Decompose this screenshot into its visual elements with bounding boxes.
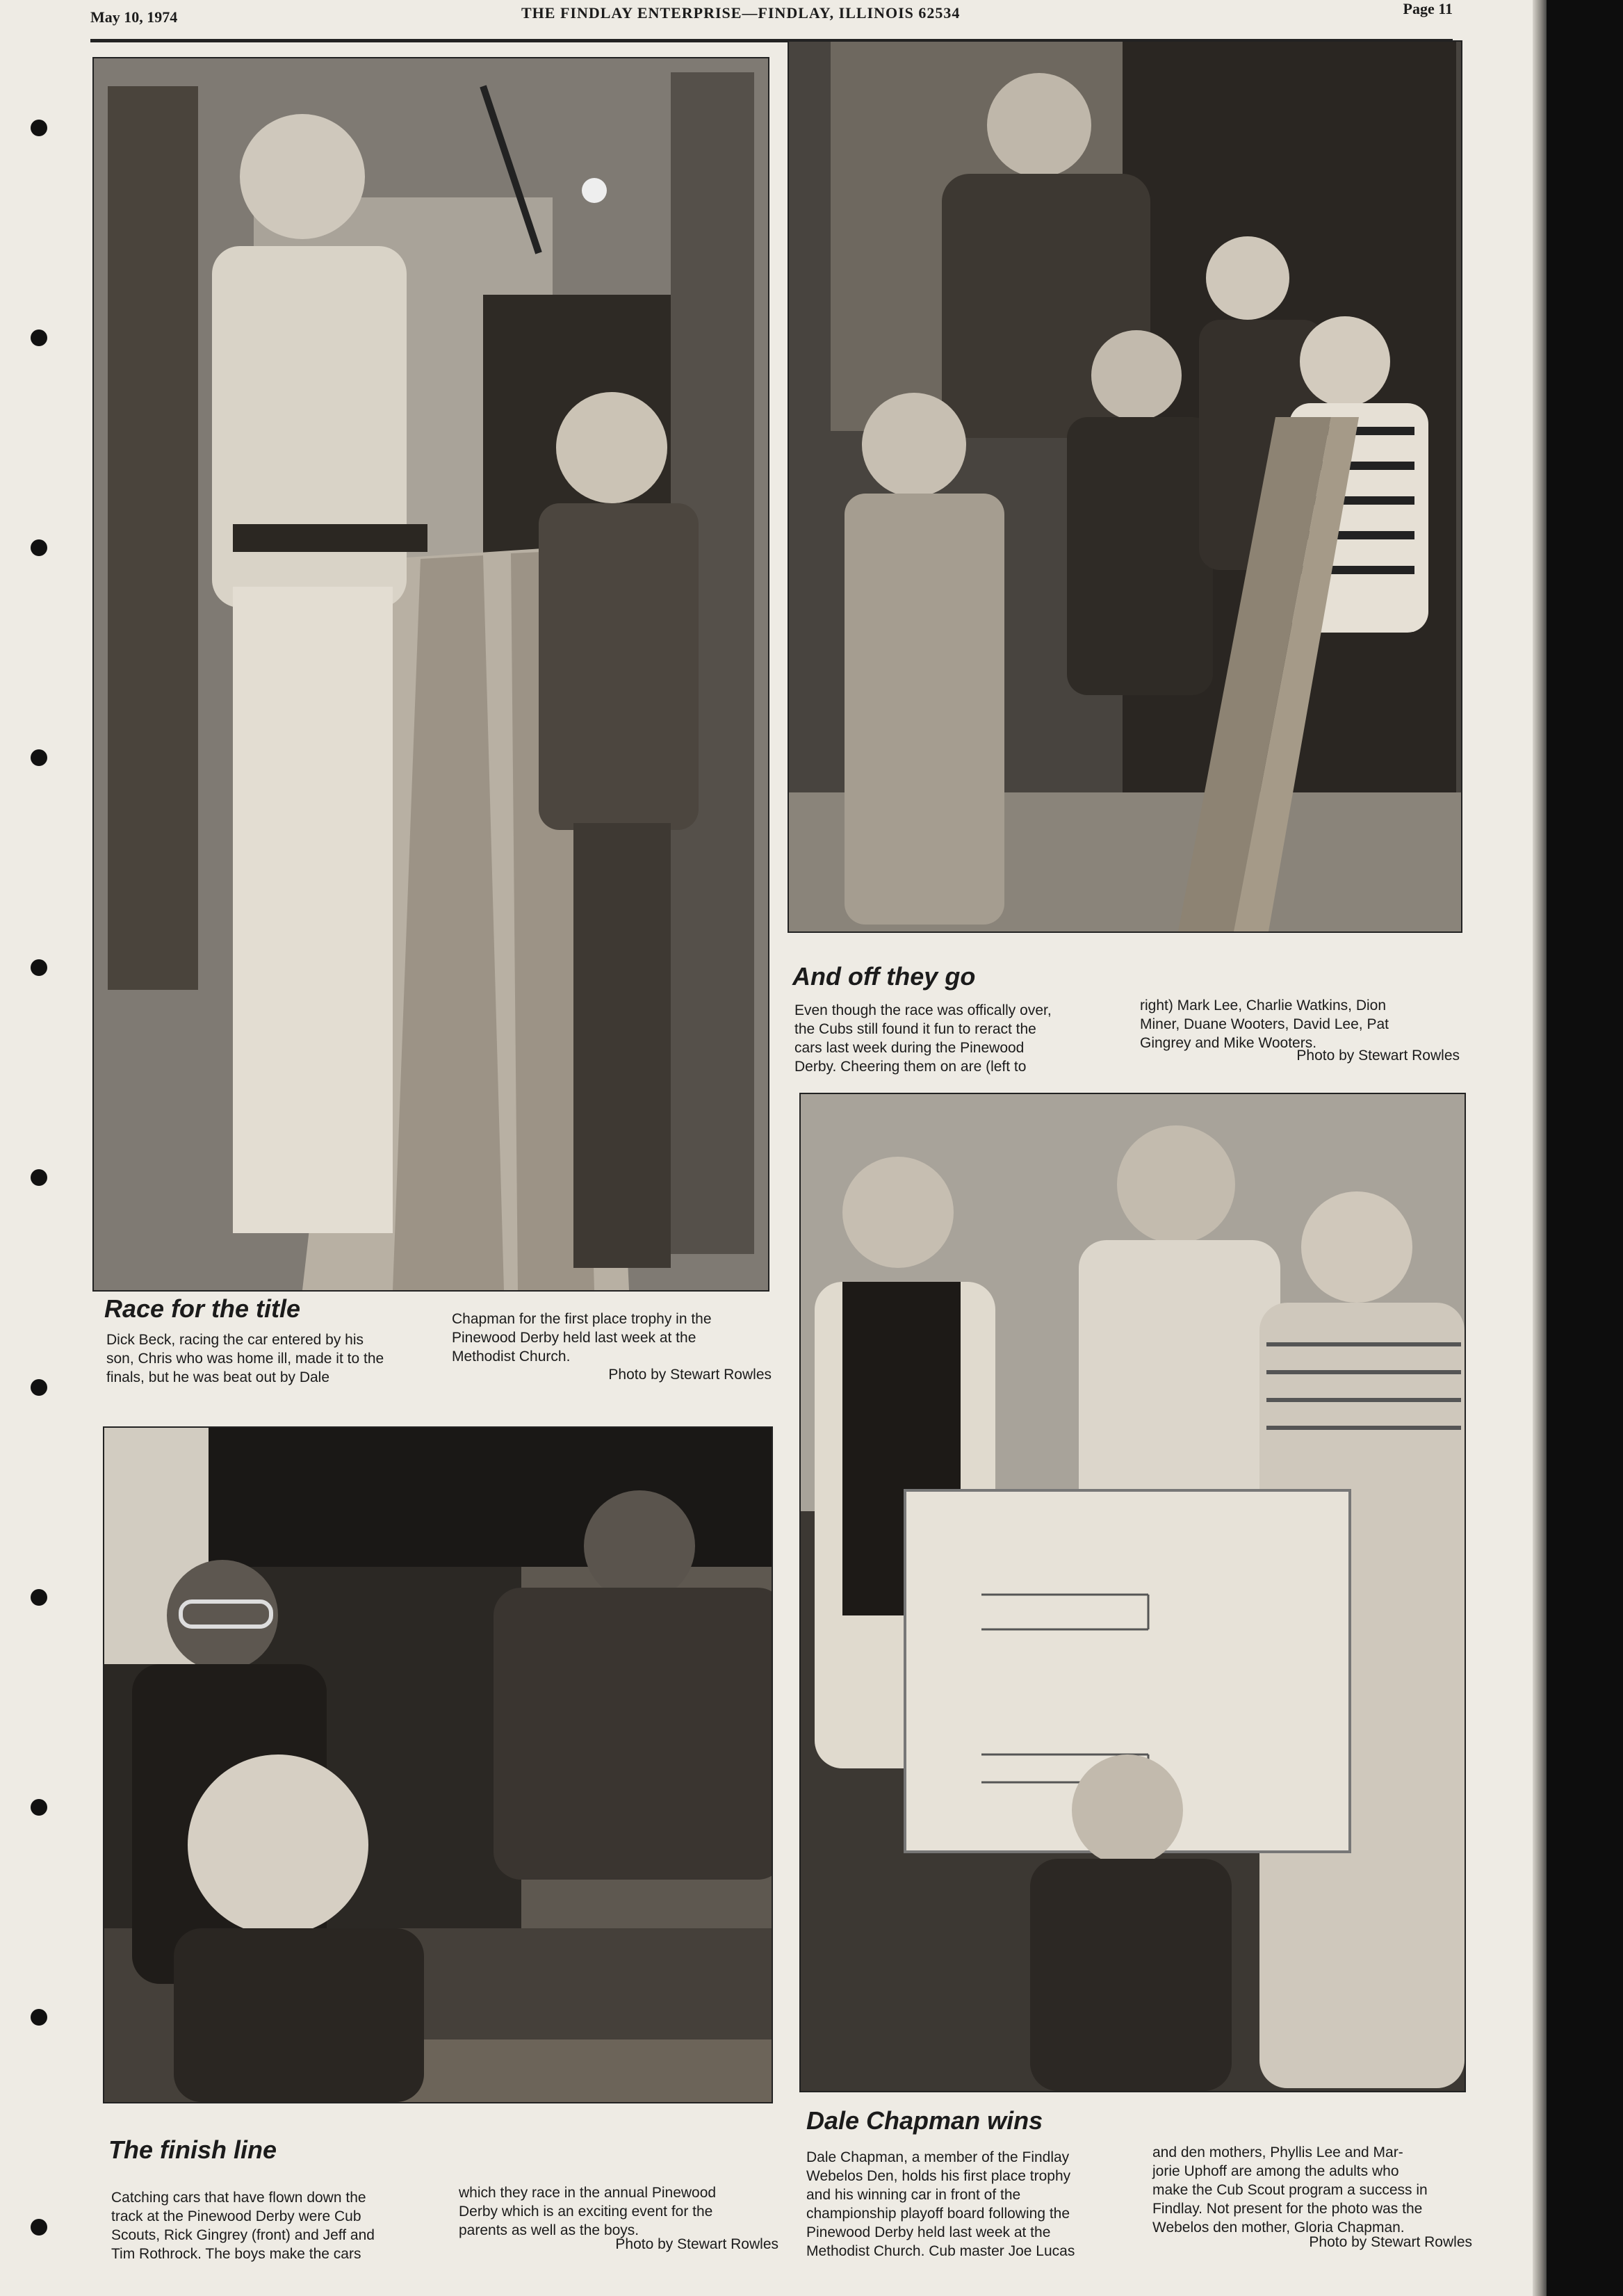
binder-hole bbox=[31, 1169, 47, 1186]
photo-the-finish-line bbox=[103, 1426, 773, 2103]
binder-hole bbox=[31, 329, 47, 346]
caption-finish-col1: Catching cars that have flown down the track at the Pinewood Derby were Cub Scouts, Rick Gingrey (front) and Jeff and Tim Rothrock. The boys make the cars bbox=[111, 2190, 375, 2262]
masthead: THE FINDLAY ENTERPRISE—FINDLAY, ILLINOIS 62534 bbox=[521, 4, 961, 22]
photo-race-for-the-title bbox=[92, 57, 769, 1292]
binder-hole bbox=[31, 1379, 47, 1396]
caption-finish-col2: which they race in the annual Pinewood Derby which is an exciting event for the parents as well as the boys. bbox=[459, 2185, 717, 2238]
caption-race-col2: Chapman for the first place trophy in the Pinewood Derby held last week at the Methodist Church. bbox=[452, 1311, 712, 1365]
headline-race-for-the-title: Race for the title bbox=[104, 1294, 301, 1323]
binder-hole bbox=[31, 120, 47, 136]
issue-date: May 10, 1974 bbox=[90, 8, 178, 26]
binder-hole bbox=[31, 1799, 47, 1816]
photo-and-off-they-go bbox=[788, 40, 1462, 933]
photo-credit-off: Photo by Stewart Rowles bbox=[1296, 1048, 1460, 1064]
photo-credit-wins: Photo by Stewart Rowles bbox=[1309, 2234, 1472, 2250]
photo-credit-finish: Photo by Stewart Rowles bbox=[615, 2236, 778, 2252]
caption-wins-col1: Dale Chapman, a member of the Findlay Webelos Den, holds his first place trophy and his winning car in front of the championship playoff board following the Pinewood Derby held last week at the Methodist Church. Cub master Joe Lucas bbox=[806, 2149, 1075, 2259]
caption-wins-col2: and den mothers, Phyllis Lee and Mar- jorie Uphoff are among the adults who make the Cub Scout program a success in Findlay. Not present for the photo was the Webelos den mother, Gloria Chapman. bbox=[1152, 2144, 1428, 2236]
caption-off-col1: Even though the race was offically over, the Cubs still found it fun to reract the cars last week during the Pinewood Derby. Cheering them on are (left to bbox=[794, 1002, 1052, 1075]
caption-off-col2: right) Mark Lee, Charlie Watkins, Dion Miner, Duane Wooters, David Lee, Pat Gingrey and Mike Wooters. bbox=[1140, 998, 1389, 1051]
binder-hole bbox=[31, 2219, 47, 2236]
headline-and-off-they-go: And off they go bbox=[792, 962, 976, 991]
page-number: Page 11 bbox=[1403, 0, 1453, 17]
headline-the-finish-line: The finish line bbox=[108, 2135, 277, 2164]
binder-hole bbox=[31, 2009, 47, 2026]
photo-credit-race: Photo by Stewart Rowles bbox=[608, 1367, 772, 1383]
headline-dale-chapman-wins: Dale Chapman wins bbox=[806, 2106, 1043, 2135]
page-header bbox=[90, 0, 1453, 31]
binding-shadow bbox=[1547, 0, 1623, 2296]
binder-hole bbox=[31, 749, 47, 766]
caption-race-col1: Dick Beck, racing the car entered by his son, Chris who was home ill, made it to the finals, but he was beat out by Dale bbox=[106, 1332, 384, 1385]
binder-hole bbox=[31, 539, 47, 556]
photo-dale-chapman-wins bbox=[799, 1093, 1466, 2092]
binder-hole bbox=[31, 959, 47, 976]
binder-hole bbox=[31, 1589, 47, 1606]
